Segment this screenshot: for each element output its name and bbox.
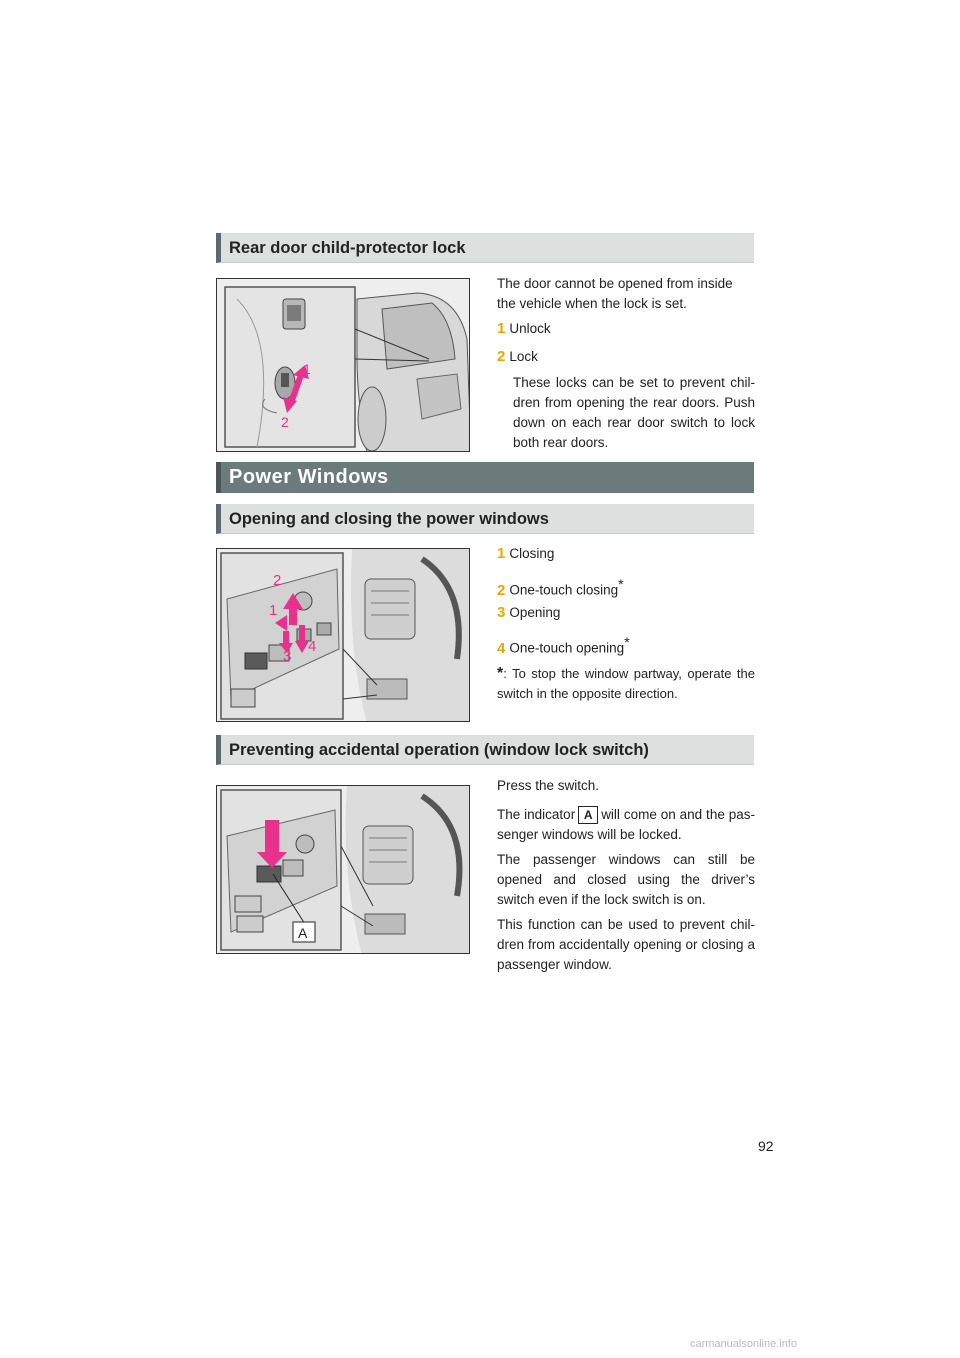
lock-switch-para3: This function can be used to prevent chil-dren from accidentally opening or closing a passenger window.: [497, 917, 755, 972]
rear-lock-heading: Rear door child-protector lock: [216, 233, 754, 263]
page-number: 92: [758, 1138, 774, 1154]
open-close-heading: Opening and closing the power windows: [216, 504, 754, 534]
rear-lock-figure: [216, 278, 470, 452]
lock-switch-para2: The passenger windows can still be opened and closed using the driver’s switch even if the lock switch is on.: [497, 852, 755, 907]
press-arrow: [265, 820, 279, 854]
arrow-one-touch-close: [289, 607, 297, 625]
rear-lock-item-2: 2 Lock: [497, 348, 538, 365]
indicator-a-badge: A: [578, 806, 598, 824]
open-close-item-2: 2 One-touch closing*: [497, 576, 624, 599]
lock-switch-illustration: [217, 786, 470, 954]
lock-switch-figure: [216, 785, 470, 954]
power-windows-heading: Power Windows: [216, 462, 754, 493]
callout-1: 1: [303, 361, 311, 377]
open-close-item-4: 4 One-touch opening*: [497, 634, 630, 657]
callout-3: 3: [283, 648, 292, 665]
lock-switch-press: Press the switch.: [497, 778, 600, 793]
callout-2: 2: [273, 572, 282, 589]
open-close-figure: [216, 548, 470, 722]
open-close-footnote: *: To stop the window partway, operate the switch in the opposite direction.: [497, 665, 755, 701]
rear-lock-note: These locks can be set to prevent chil-dren from opening the rear doors. Push down on each rear door switch to lock both rear doors.: [513, 375, 755, 450]
lock-switch-heading: Preventing accidental operation (window lock switch): [216, 735, 754, 765]
rear-lock-item-1: 1 Unlock: [497, 320, 551, 337]
callout-1: 1: [269, 602, 278, 619]
lock-switch-indicator-text: The indicator A will come on and the pas-senger windows will be locked.: [497, 807, 755, 842]
callout-a: A: [298, 925, 308, 941]
callout-4: 4: [308, 638, 317, 655]
rear-door-illustration: [217, 279, 470, 452]
window-switch-illustration: [217, 549, 470, 722]
open-close-item-1: 1 Closing: [497, 545, 555, 562]
footer-watermark: carmanualsonline.info: [690, 1338, 798, 1350]
rear-lock-intro: The door cannot be opened from inside the vehicle when the lock is set.: [497, 276, 733, 311]
open-close-item-3: 3 Opening: [497, 604, 561, 621]
callout-2: 2: [281, 414, 289, 430]
